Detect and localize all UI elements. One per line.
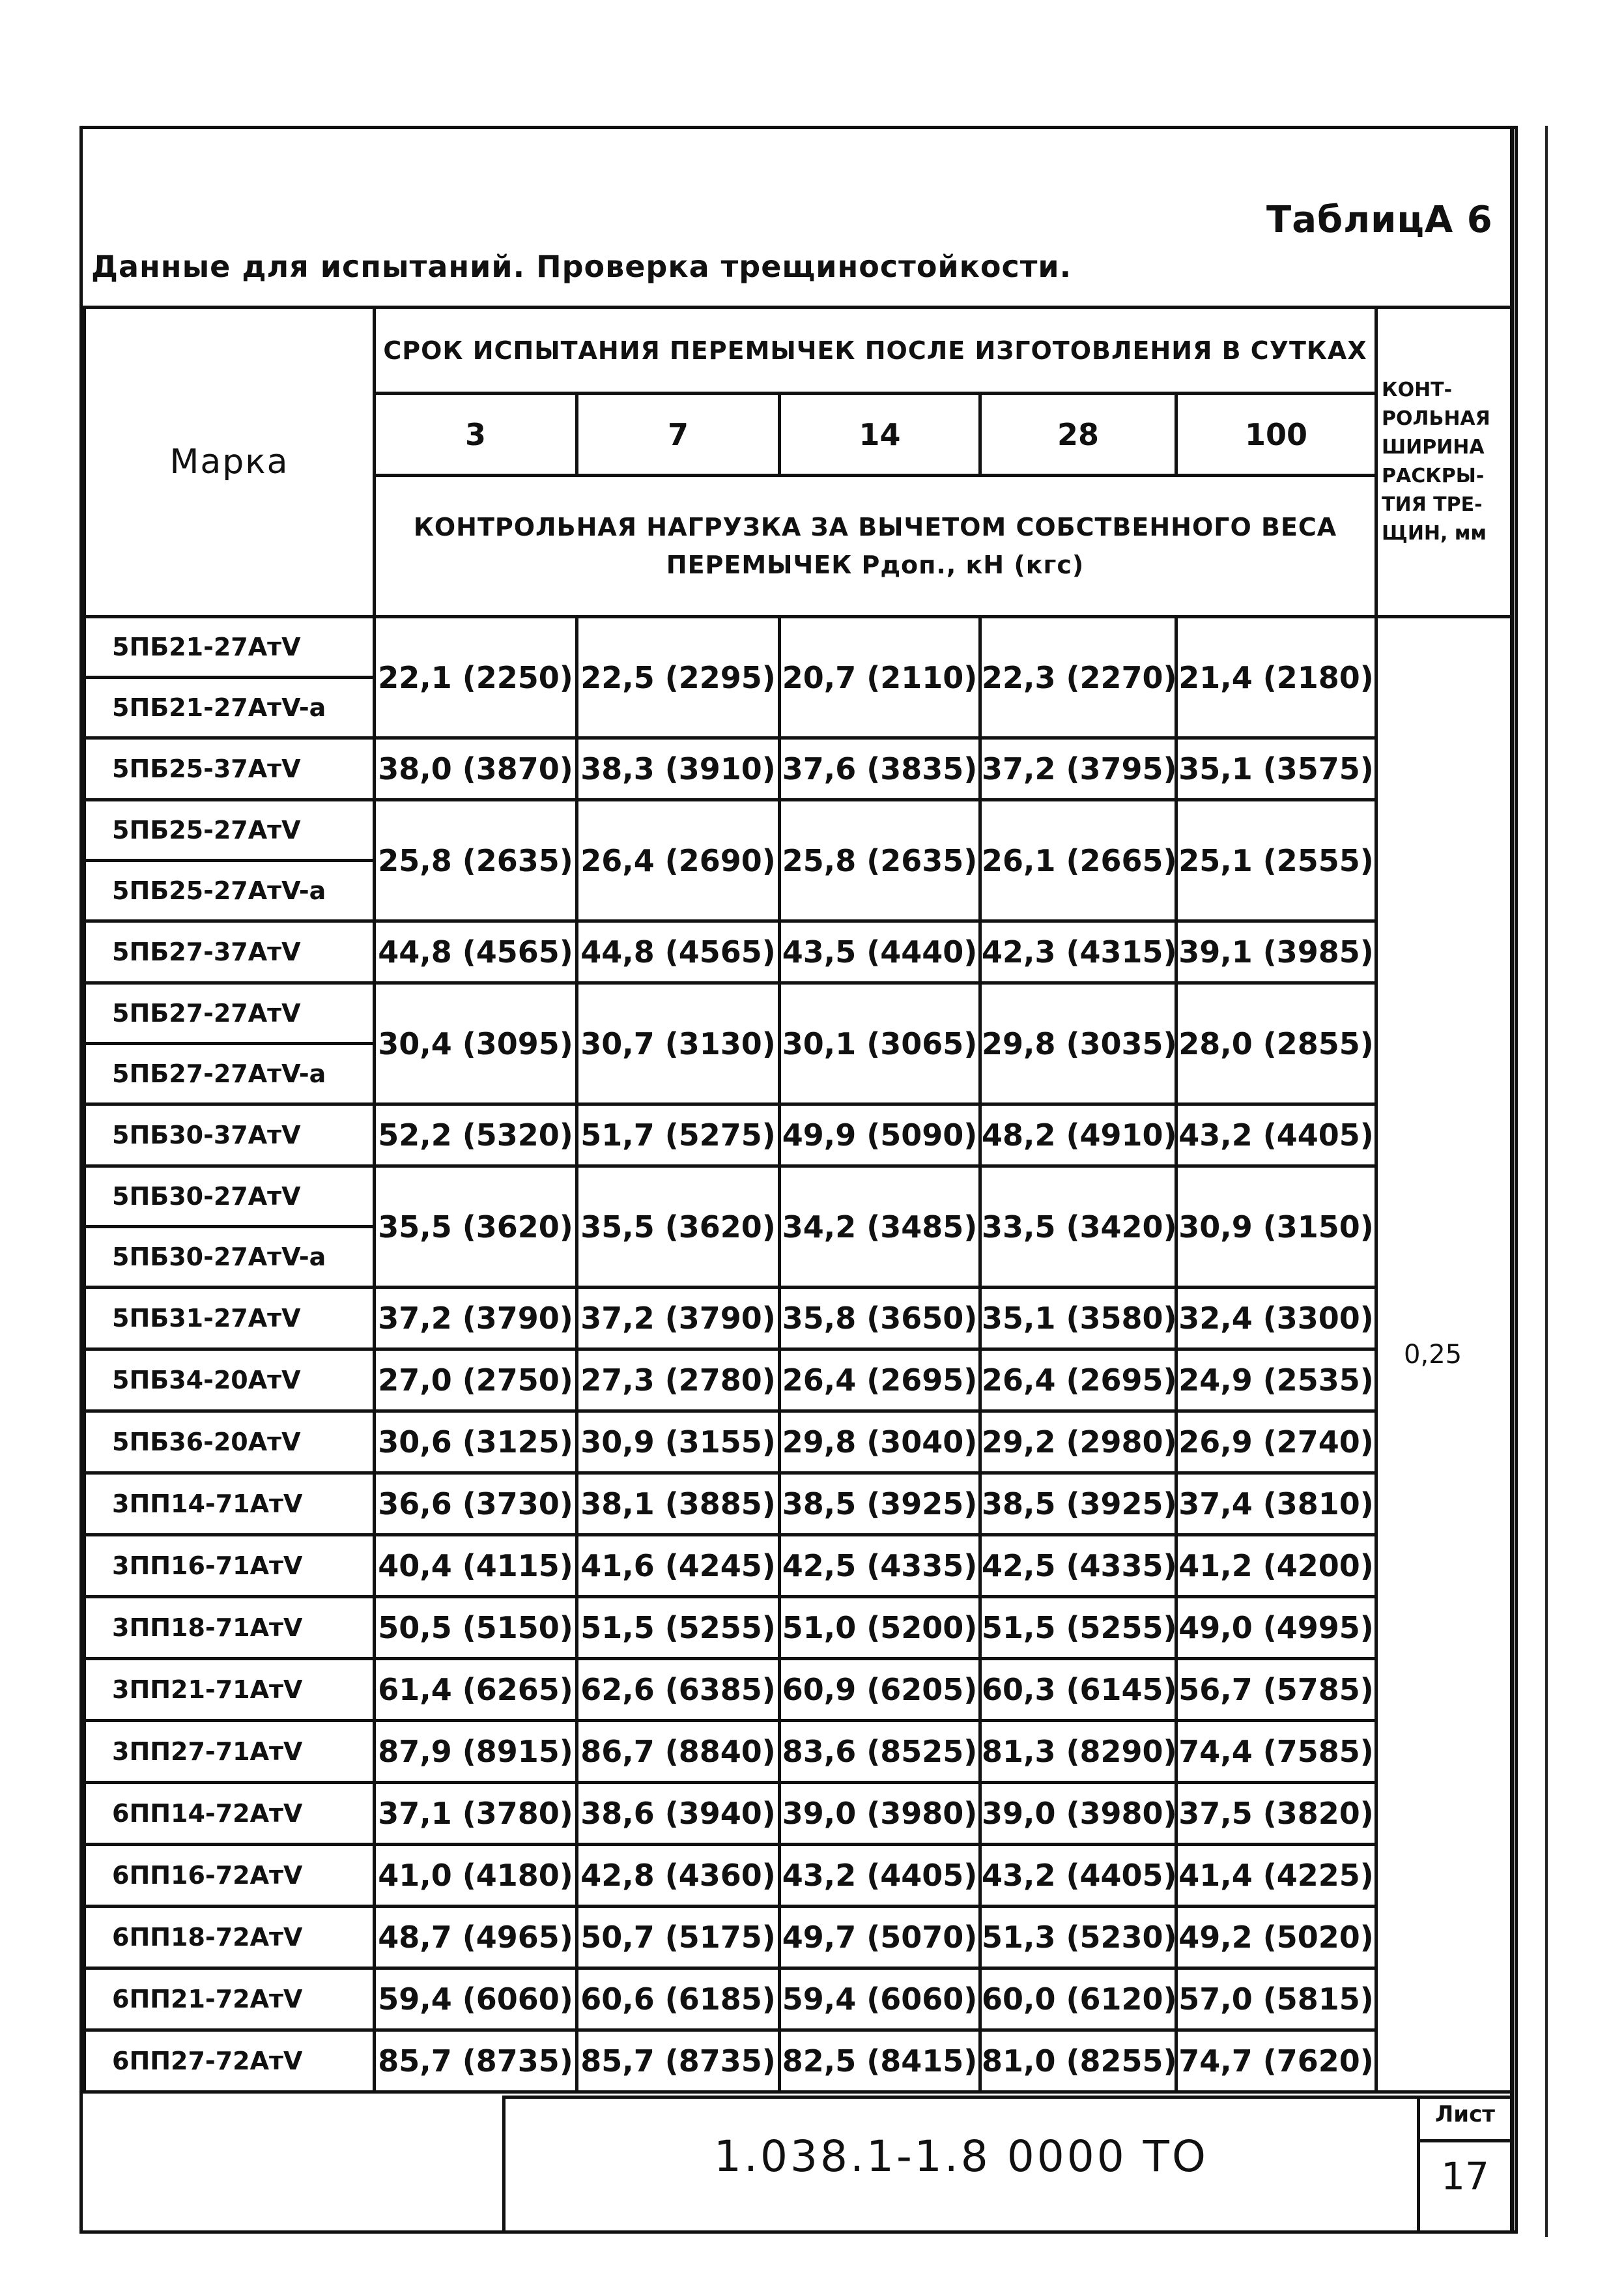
load-value-cell: 51,3 (5230): [980, 1907, 1176, 1968]
load-value-cell: 39,0 (3980): [780, 1783, 980, 1845]
test-data-table: [83, 306, 1514, 2094]
load-value-cell: 25,1 (2555): [1176, 800, 1376, 921]
load-value-cell: 87,9 (8915): [375, 1721, 577, 1783]
mark-column-header: Марка: [85, 308, 375, 617]
day-header: 7: [577, 394, 780, 476]
mark-cell: 5ПБ25-37АтV: [85, 738, 375, 800]
mark-cell: 5ПБ21-27АтV-а: [85, 678, 375, 738]
load-value-cell: 37,1 (3780): [375, 1783, 577, 1845]
mark-cell: 5ПБ34-20АтV: [85, 1349, 375, 1411]
load-value-cell: 39,0 (3980): [980, 1783, 1176, 1845]
load-value-cell: 59,4 (6060): [375, 1968, 577, 2030]
mark-cell: 3ПП21-71АтV: [85, 1659, 375, 1721]
load-value-cell: 52,2 (5320): [375, 1104, 577, 1166]
mark-cell: 6ПП18-72АтV: [85, 1907, 375, 1968]
load-value-cell: 29,2 (2980): [980, 1411, 1176, 1473]
load-value-cell: 42,5 (4335): [780, 1535, 980, 1597]
load-value-cell: 30,6 (3125): [375, 1411, 577, 1473]
load-value-cell: 48,2 (4910): [980, 1104, 1176, 1166]
load-value-cell: 51,5 (5255): [980, 1597, 1176, 1659]
load-value-cell: 21,4 (2180): [1176, 617, 1376, 738]
load-value-cell: 26,4 (2695): [980, 1349, 1176, 1411]
load-value-cell: 59,4 (6060): [780, 1968, 980, 2030]
right-margin-line: [1545, 126, 1548, 2237]
mark-cell: 5ПБ30-37АтV: [85, 1104, 375, 1166]
load-value-cell: 60,6 (6185): [577, 1968, 780, 2030]
crack-width-header: КОНТ-РОЛЬНАЯ ШИРИНА РАСКРЫ-ТИЯ ТРЕ-ЩИН, мм: [1376, 308, 1513, 617]
load-value-cell: 32,4 (3300): [1176, 1288, 1376, 1349]
load-value-cell: 41,2 (4200): [1176, 1535, 1376, 1597]
mark-cell: 5ПБ30-27АтV: [85, 1166, 375, 1227]
load-value-cell: 40,4 (4115): [375, 1535, 577, 1597]
test-period-header: СРОК ИСПЫТАНИЯ ПЕРЕМЫЧЕК ПОСЛЕ ИЗГОТОВЛЕНИЯ В СУТКАХ: [375, 308, 1376, 394]
day-header: 28: [980, 394, 1176, 476]
load-value-cell: 56,7 (5785): [1176, 1659, 1376, 1721]
load-value-cell: 36,6 (3730): [375, 1473, 577, 1535]
load-value-cell: 83,6 (8525): [780, 1721, 980, 1783]
load-value-cell: 25,8 (2635): [375, 800, 577, 921]
load-value-cell: 38,1 (3885): [577, 1473, 780, 1535]
mark-cell: 5ПБ25-27АтV-а: [85, 861, 375, 921]
load-value-cell: 81,0 (8255): [980, 2030, 1176, 2092]
sheet-label: Лист: [1420, 2101, 1510, 2142]
load-value-cell: 48,7 (4965): [375, 1907, 577, 1968]
load-value-cell: 85,7 (8735): [375, 2030, 577, 2092]
control-load-line-2: ПЕРЕМЫЧЕК Pдоп., кН (кгс): [666, 551, 1085, 579]
mark-cell: 5ПБ25-27АтV: [85, 800, 375, 861]
load-value-cell: 85,7 (8735): [577, 2030, 780, 2092]
mark-cell: 3ПП27-71АтV: [85, 1721, 375, 1783]
load-value-cell: 61,4 (6265): [375, 1659, 577, 1721]
load-value-cell: 35,5 (3620): [375, 1166, 577, 1288]
load-value-cell: 42,5 (4335): [980, 1535, 1176, 1597]
mark-cell: 6ПП27-72АтV: [85, 2030, 375, 2092]
load-value-cell: 34,2 (3485): [780, 1166, 980, 1288]
title-block: [502, 2096, 1417, 2230]
mark-cell: 5ПБ21-27АтV: [85, 617, 375, 678]
load-value-cell: 41,4 (4225): [1176, 1845, 1376, 1907]
load-value-cell: 24,9 (2535): [1176, 1349, 1376, 1411]
load-value-cell: 41,6 (4245): [577, 1535, 780, 1597]
load-value-cell: 74,4 (7585): [1176, 1721, 1376, 1783]
load-value-cell: 81,3 (8290): [980, 1721, 1176, 1783]
load-value-cell: 35,1 (3575): [1176, 738, 1376, 800]
load-value-cell: 49,2 (5020): [1176, 1907, 1376, 1968]
load-value-cell: 38,3 (3910): [577, 738, 780, 800]
load-value-cell: 38,5 (3925): [980, 1473, 1176, 1535]
mark-cell: 6ПП16-72АтV: [85, 1845, 375, 1907]
load-value-cell: 60,0 (6120): [980, 1968, 1176, 2030]
control-load-header: [375, 476, 1376, 617]
load-value-cell: 26,4 (2695): [780, 1349, 980, 1411]
load-value-cell: 37,5 (3820): [1176, 1783, 1376, 1845]
load-value-cell: 33,5 (3420): [980, 1166, 1176, 1288]
load-value-cell: 37,4 (3810): [1176, 1473, 1376, 1535]
load-value-cell: 60,9 (6205): [780, 1659, 980, 1721]
load-value-cell: 26,4 (2690): [577, 800, 780, 921]
load-value-cell: 30,9 (3150): [1176, 1166, 1376, 1288]
load-value-cell: 43,2 (4405): [980, 1845, 1176, 1907]
load-value-cell: 49,7 (5070): [780, 1907, 980, 1968]
load-value-cell: 38,6 (3940): [577, 1783, 780, 1845]
load-value-cell: 27,3 (2780): [577, 1349, 780, 1411]
load-value-cell: 29,8 (3040): [780, 1411, 980, 1473]
mark-cell: 5ПБ30-27АтV-а: [85, 1227, 375, 1288]
load-value-cell: 30,4 (3095): [375, 983, 577, 1104]
load-value-cell: 74,7 (7620): [1176, 2030, 1376, 2092]
mark-cell: 3ПП18-71АтV: [85, 1597, 375, 1659]
control-load-line-1: КОНТРОЛЬНАЯ НАГРУЗКА ЗА ВЫЧЕТОМ СОБСТВЕННОГО ВЕСА: [413, 513, 1337, 541]
load-value-cell: 42,8 (4360): [577, 1845, 780, 1907]
load-value-cell: 51,5 (5255): [577, 1597, 780, 1659]
document-title: Данные для испытаний. Проверка трещиностойкости.: [91, 249, 1072, 284]
load-value-cell: 35,1 (3580): [980, 1288, 1176, 1349]
table-label: ТаблицА 6: [1266, 199, 1493, 241]
mark-cell: 3ПП16-71АтV: [85, 1535, 375, 1597]
load-value-cell: 37,2 (3790): [577, 1288, 780, 1349]
load-value-cell: 30,7 (3130): [577, 983, 780, 1104]
load-value-cell: 30,9 (3155): [577, 1411, 780, 1473]
load-value-cell: 51,0 (5200): [780, 1597, 980, 1659]
load-value-cell: 26,1 (2665): [980, 800, 1176, 921]
load-value-cell: 20,7 (2110): [780, 617, 980, 738]
load-value-cell: 25,8 (2635): [780, 800, 980, 921]
load-value-cell: 42,3 (4315): [980, 921, 1176, 983]
document-code: 1.038.1-1.8 0000 ТО: [714, 2131, 1208, 2182]
load-value-cell: 38,0 (3870): [375, 738, 577, 800]
mark-cell: 5ПБ27-37АтV: [85, 921, 375, 983]
load-value-cell: 38,5 (3925): [780, 1473, 980, 1535]
load-value-cell: 57,0 (5815): [1176, 1968, 1376, 2030]
day-header: 14: [780, 394, 980, 476]
load-value-cell: 22,1 (2250): [375, 617, 577, 738]
mark-cell: 5ПБ27-27АтV-а: [85, 1044, 375, 1104]
load-value-cell: 37,2 (3795): [980, 738, 1176, 800]
load-value-cell: 37,6 (3835): [780, 738, 980, 800]
load-value-cell: 50,5 (5150): [375, 1597, 577, 1659]
load-value-cell: 28,0 (2855): [1176, 983, 1376, 1104]
mark-cell: 5ПБ36-20АтV: [85, 1411, 375, 1473]
load-value-cell: 86,7 (8840): [577, 1721, 780, 1783]
load-value-cell: 44,8 (4565): [375, 921, 577, 983]
mark-cell: 5ПБ31-27АтV: [85, 1288, 375, 1349]
day-header: 100: [1176, 394, 1376, 476]
mark-cell: 5ПБ27-27АтV: [85, 983, 375, 1044]
day-header: 3: [375, 394, 577, 476]
load-value-cell: 44,8 (4565): [577, 921, 780, 983]
load-value-cell: 49,0 (4995): [1176, 1597, 1376, 1659]
load-value-cell: 60,3 (6145): [980, 1659, 1176, 1721]
load-value-cell: 27,0 (2750): [375, 1349, 577, 1411]
sheet-box: [1417, 2096, 1510, 2230]
load-value-cell: 82,5 (8415): [780, 2030, 980, 2092]
load-value-cell: 51,7 (5275): [577, 1104, 780, 1166]
load-value-cell: 49,9 (5090): [780, 1104, 980, 1166]
load-value-cell: 43,2 (4405): [1176, 1104, 1376, 1166]
mark-cell: 6ПП21-72АтV: [85, 1968, 375, 2030]
load-value-cell: 50,7 (5175): [577, 1907, 780, 1968]
load-value-cell: 41,0 (4180): [375, 1845, 577, 1907]
load-value-cell: 35,8 (3650): [780, 1288, 980, 1349]
load-value-cell: 22,5 (2295): [577, 617, 780, 738]
crack-width-value: 0,25: [1376, 617, 1513, 2092]
load-value-cell: 35,5 (3620): [577, 1166, 780, 1288]
load-value-cell: 43,2 (4405): [780, 1845, 980, 1907]
mark-cell: 6ПП14-72АтV: [85, 1783, 375, 1845]
sheet-number: 17: [1441, 2154, 1489, 2198]
load-value-cell: 30,1 (3065): [780, 983, 980, 1104]
load-value-cell: 22,3 (2270): [980, 617, 1176, 738]
load-value-cell: 29,8 (3035): [980, 983, 1176, 1104]
load-value-cell: 62,6 (6385): [577, 1659, 780, 1721]
mark-cell: 3ПП14-71АтV: [85, 1473, 375, 1535]
load-value-cell: 37,2 (3790): [375, 1288, 577, 1349]
load-value-cell: 39,1 (3985): [1176, 921, 1376, 983]
load-value-cell: 26,9 (2740): [1176, 1411, 1376, 1473]
load-value-cell: 43,5 (4440): [780, 921, 980, 983]
